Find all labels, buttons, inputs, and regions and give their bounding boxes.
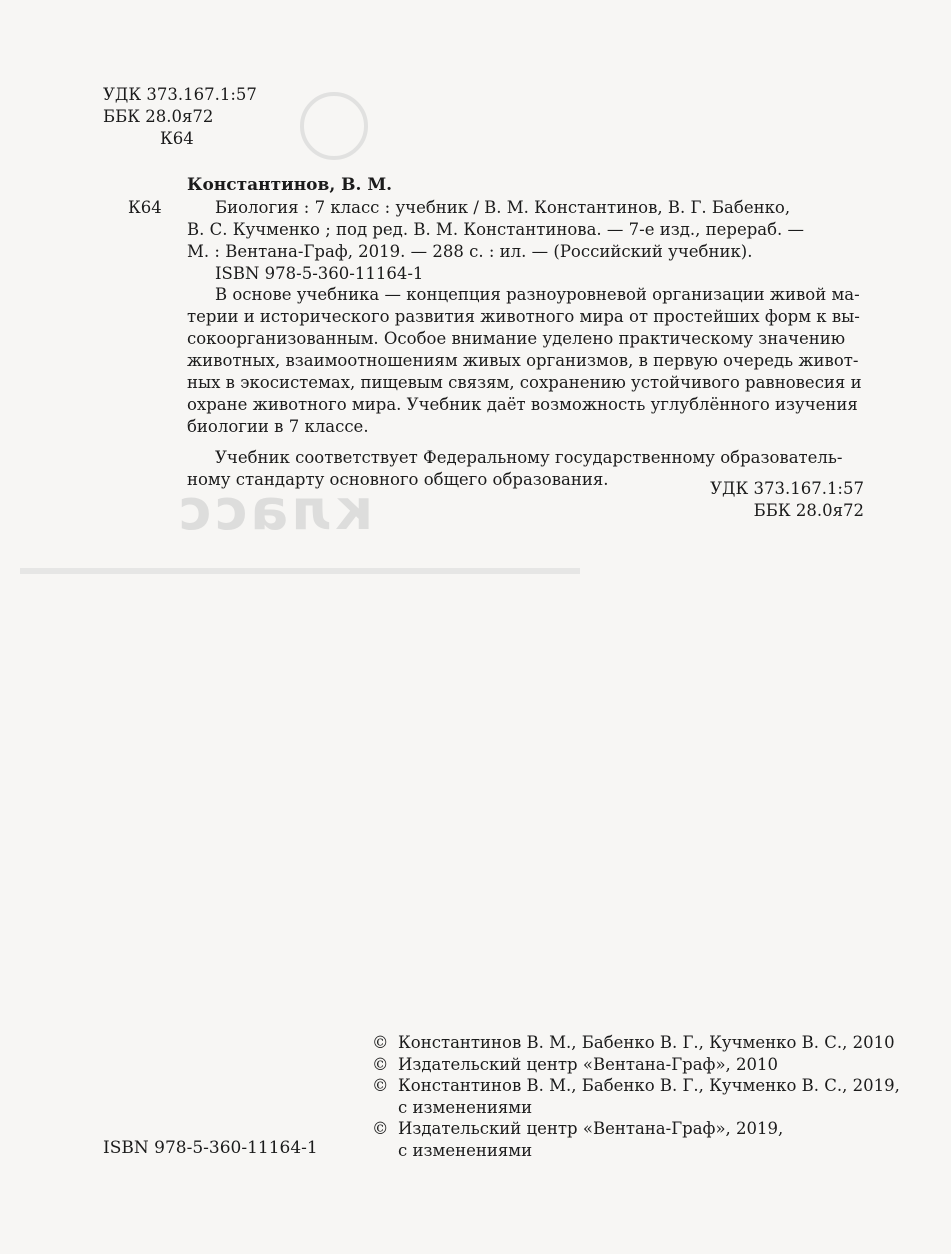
copyright-continuation: с изменениями (398, 1097, 533, 1117)
abstract-line: охране животного мира. Учебник даёт возможность углублённого изучения (187, 395, 858, 414)
copyright-symbol: © (372, 1054, 389, 1074)
author-heading: Константинов, В. М. (187, 175, 393, 195)
copyright-item: © Издательский центр «Вентана-Граф», 2019, (372, 1119, 784, 1138)
copyright-continuation: с изменениями (398, 1140, 533, 1160)
biblio-line: В. С. Кучменко ; под ред. В. М. Константинова. — 7-е изд., перераб. — (187, 220, 805, 239)
copyright-symbol: © (372, 1033, 389, 1052)
bbk-code: ББК 28.0я72 (103, 107, 214, 126)
bleed-through-text: класс (175, 478, 374, 543)
biblio-line: М. : Вентана-Граф, 2019. — 288 с. : ил. — (Российский учебник). (187, 242, 753, 261)
copyright-item: © Константинов В. М., Бабенко В. Г., Кучменко В. С., 2019, (372, 1076, 900, 1095)
abstract (187, 284, 865, 491)
copyright-item: © Издательский центр «Вентана-Граф», 2010 (372, 1054, 779, 1074)
bibliographic-description (187, 197, 863, 285)
author-sign-side: К64 (128, 198, 162, 217)
author-sign: К64 (160, 129, 194, 148)
abstract-line: ному стандарту основного общего образования. (187, 470, 609, 489)
classification-right (710, 478, 864, 522)
abstract-line: биологии в 7 классе. (187, 417, 369, 436)
bleed-through-rule (20, 568, 580, 574)
isbn-footer: ISBN 978-5-360-11164-1 (103, 1138, 318, 1158)
isbn-entry: ISBN 978-5-360-11164-1 (215, 264, 424, 283)
copyright-item: © Константинов В. М., Бабенко В. Г., Кучменко В. С., 2010 (372, 1033, 895, 1052)
copyright-symbol: © (372, 1119, 389, 1138)
abstract-line: сокоорганизованным. Особое внимание уделено практическому значению (187, 329, 846, 348)
udk-code: УДК 373.167.1:57 (103, 85, 257, 104)
bbk-code-right: ББК 28.0я72 (753, 501, 864, 520)
abstract-line: терии и исторического развития животного мира от простейших форм к вы- (187, 307, 860, 326)
abstract-line: В основе учебника — концепция разноуровневой организации живой ма- (215, 285, 860, 304)
abstract-line: Учебник соответствует Федеральному государственному образователь- (215, 448, 843, 467)
bleed-through-logo (300, 92, 368, 160)
copyright-block (372, 1032, 900, 1161)
copyright-symbol: © (372, 1076, 389, 1095)
abstract-line: ных в экосистемах, пищевым связям, сохранению устойчивого равновесия и (187, 373, 862, 392)
abstract-line: животных, взаимоотношениям живых организмов, в первую очередь живот- (187, 351, 859, 370)
biblio-line: Биология : 7 класс : учебник / В. М. Константинов, В. Г. Бабенко, (215, 198, 791, 217)
udk-code-right: УДК 373.167.1:57 (710, 479, 864, 498)
